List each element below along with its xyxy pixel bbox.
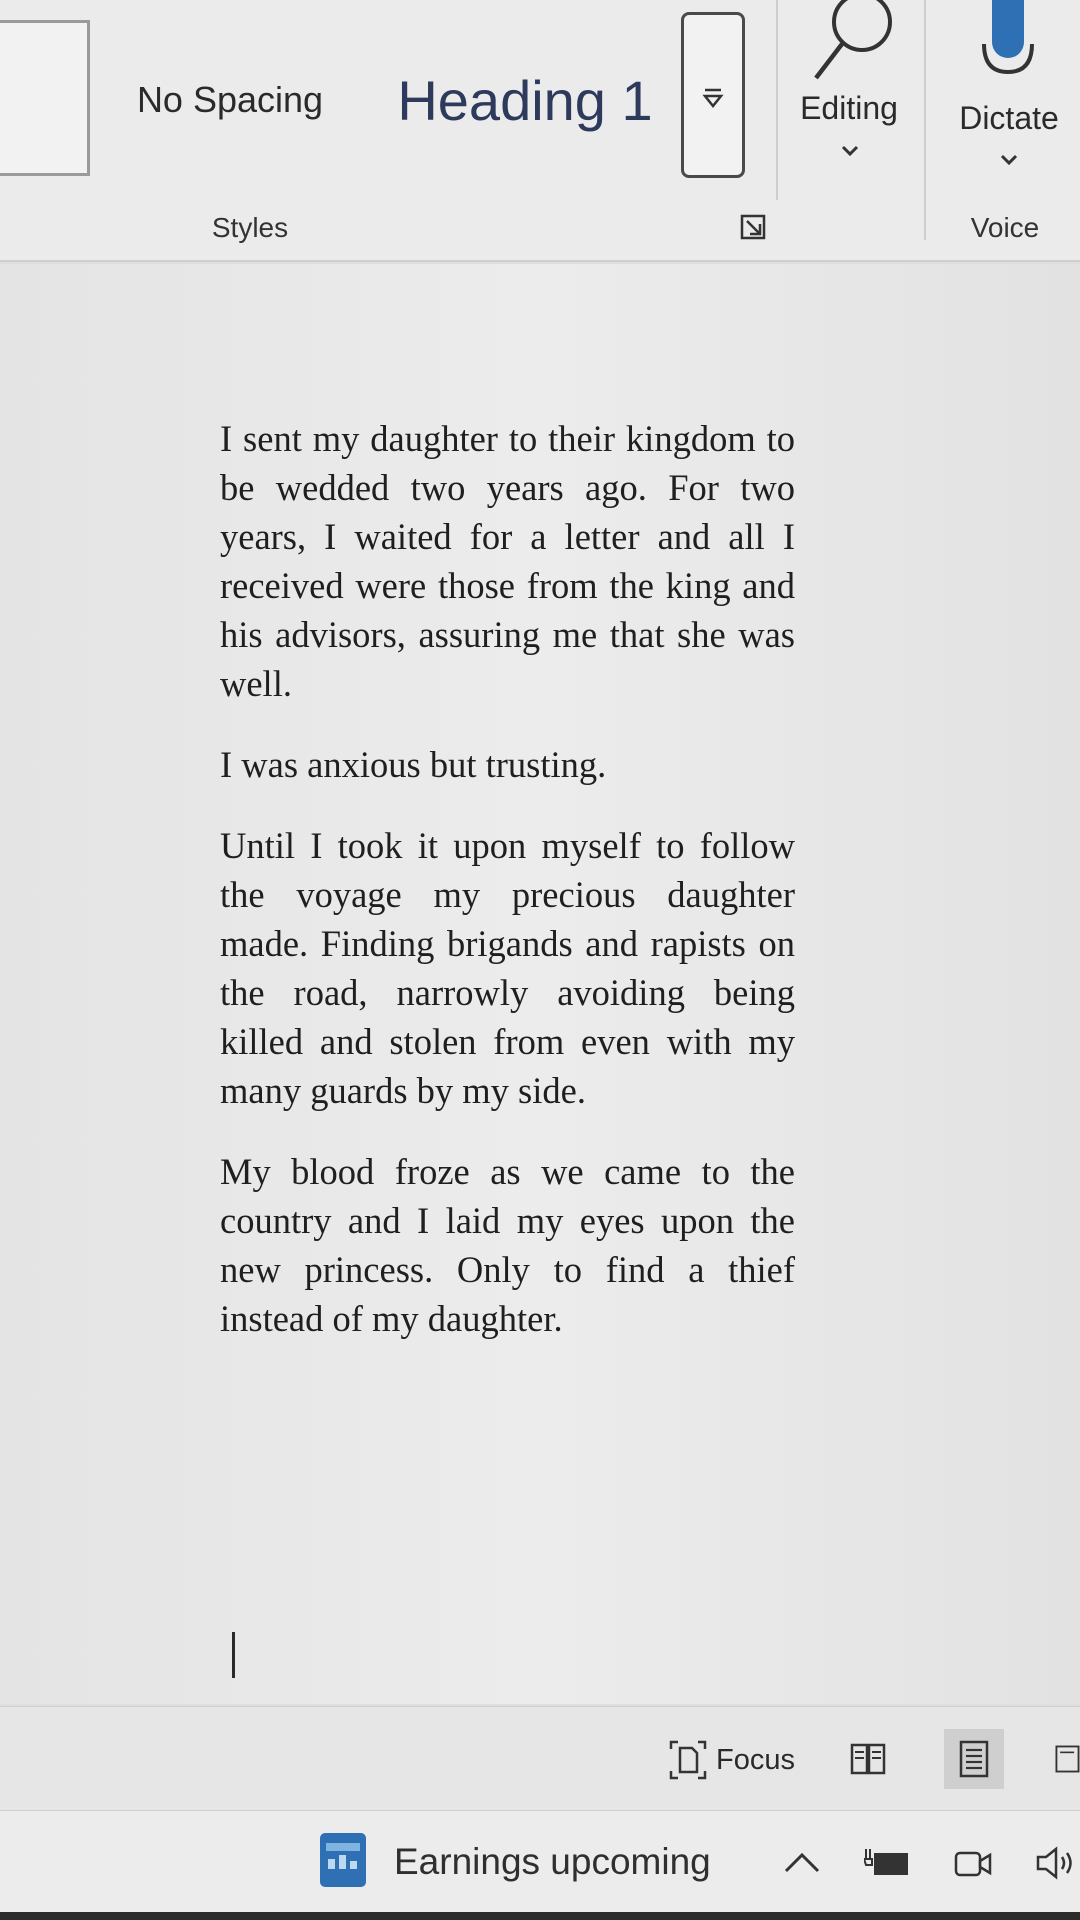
- screen-bezel: [0, 1912, 1080, 1920]
- styles-more-button[interactable]: [681, 12, 745, 178]
- web-layout-button[interactable]: [1052, 1729, 1080, 1789]
- text-cursor: [232, 1632, 235, 1678]
- document-canvas[interactable]: [0, 264, 1080, 1704]
- taskbar: [0, 1810, 1080, 1920]
- speaker-icon[interactable]: [1034, 1841, 1078, 1885]
- focus-icon: [668, 1739, 708, 1781]
- web-layout-icon: [1052, 1739, 1080, 1779]
- paragraph: I sent my daughter to their kingdom to be wedded two years ago. For two years, I waited for a letter and all I received were those from the king and his advisors, assuring me that she was well.: [220, 418, 795, 704]
- style-no-spacing[interactable]: No Spacing: [136, 79, 324, 120]
- print-layout-button[interactable]: [944, 1729, 1004, 1789]
- paragraph: I was anxious but trusting.: [220, 744, 607, 785]
- chevron-down-icon: [998, 152, 1020, 168]
- read-mode-icon: [849, 1739, 887, 1779]
- print-layout-icon: [955, 1739, 993, 1779]
- dialog-launcher-icon[interactable]: [738, 212, 768, 242]
- editing-label: Editing: [800, 90, 898, 126]
- ribbon-divider: [924, 0, 926, 240]
- style-normal-tile[interactable]: [0, 20, 90, 176]
- microphone-icon: [978, 0, 1038, 80]
- dictate-button[interactable]: [938, 0, 1080, 180]
- styles-group-label: Styles: [211, 212, 289, 243]
- paragraph: Until I took it upon myself to follow the voyage my precious daughter made. Finding brigands and rapists on the road, narrowly avoiding being killed and stolen from even with my many guards by my side.: [220, 825, 795, 1111]
- focus-button[interactable]: [668, 1735, 795, 1785]
- chevron-up-icon[interactable]: [780, 1841, 824, 1885]
- status-bar: [0, 1706, 1080, 1810]
- editing-button[interactable]: [784, 0, 914, 180]
- chevron-down-icon: [839, 143, 861, 159]
- voice-group-label: Voice: [970, 212, 1040, 243]
- battery-charging-icon[interactable]: [864, 1841, 912, 1885]
- document-body[interactable]: [220, 414, 795, 1375]
- read-mode-button[interactable]: [838, 1729, 898, 1789]
- dictate-label: Dictate: [959, 100, 1059, 136]
- widget-headline[interactable]: Earnings upcoming: [394, 1841, 711, 1882]
- paragraph: My blood froze as we came to the country and I laid my eyes upon the new princess. Only to find a thief instead of my daughter.: [220, 1151, 795, 1339]
- ribbon-divider: [776, 0, 778, 200]
- focus-label: Focus: [716, 1743, 795, 1776]
- ribbon: [0, 0, 1080, 262]
- stock-chart-icon[interactable]: [318, 1829, 368, 1891]
- search-icon: [804, 0, 894, 85]
- more-down-icon: [700, 85, 726, 111]
- meet-now-icon[interactable]: [952, 1841, 996, 1885]
- style-heading-1[interactable]: Heading 1: [397, 68, 653, 132]
